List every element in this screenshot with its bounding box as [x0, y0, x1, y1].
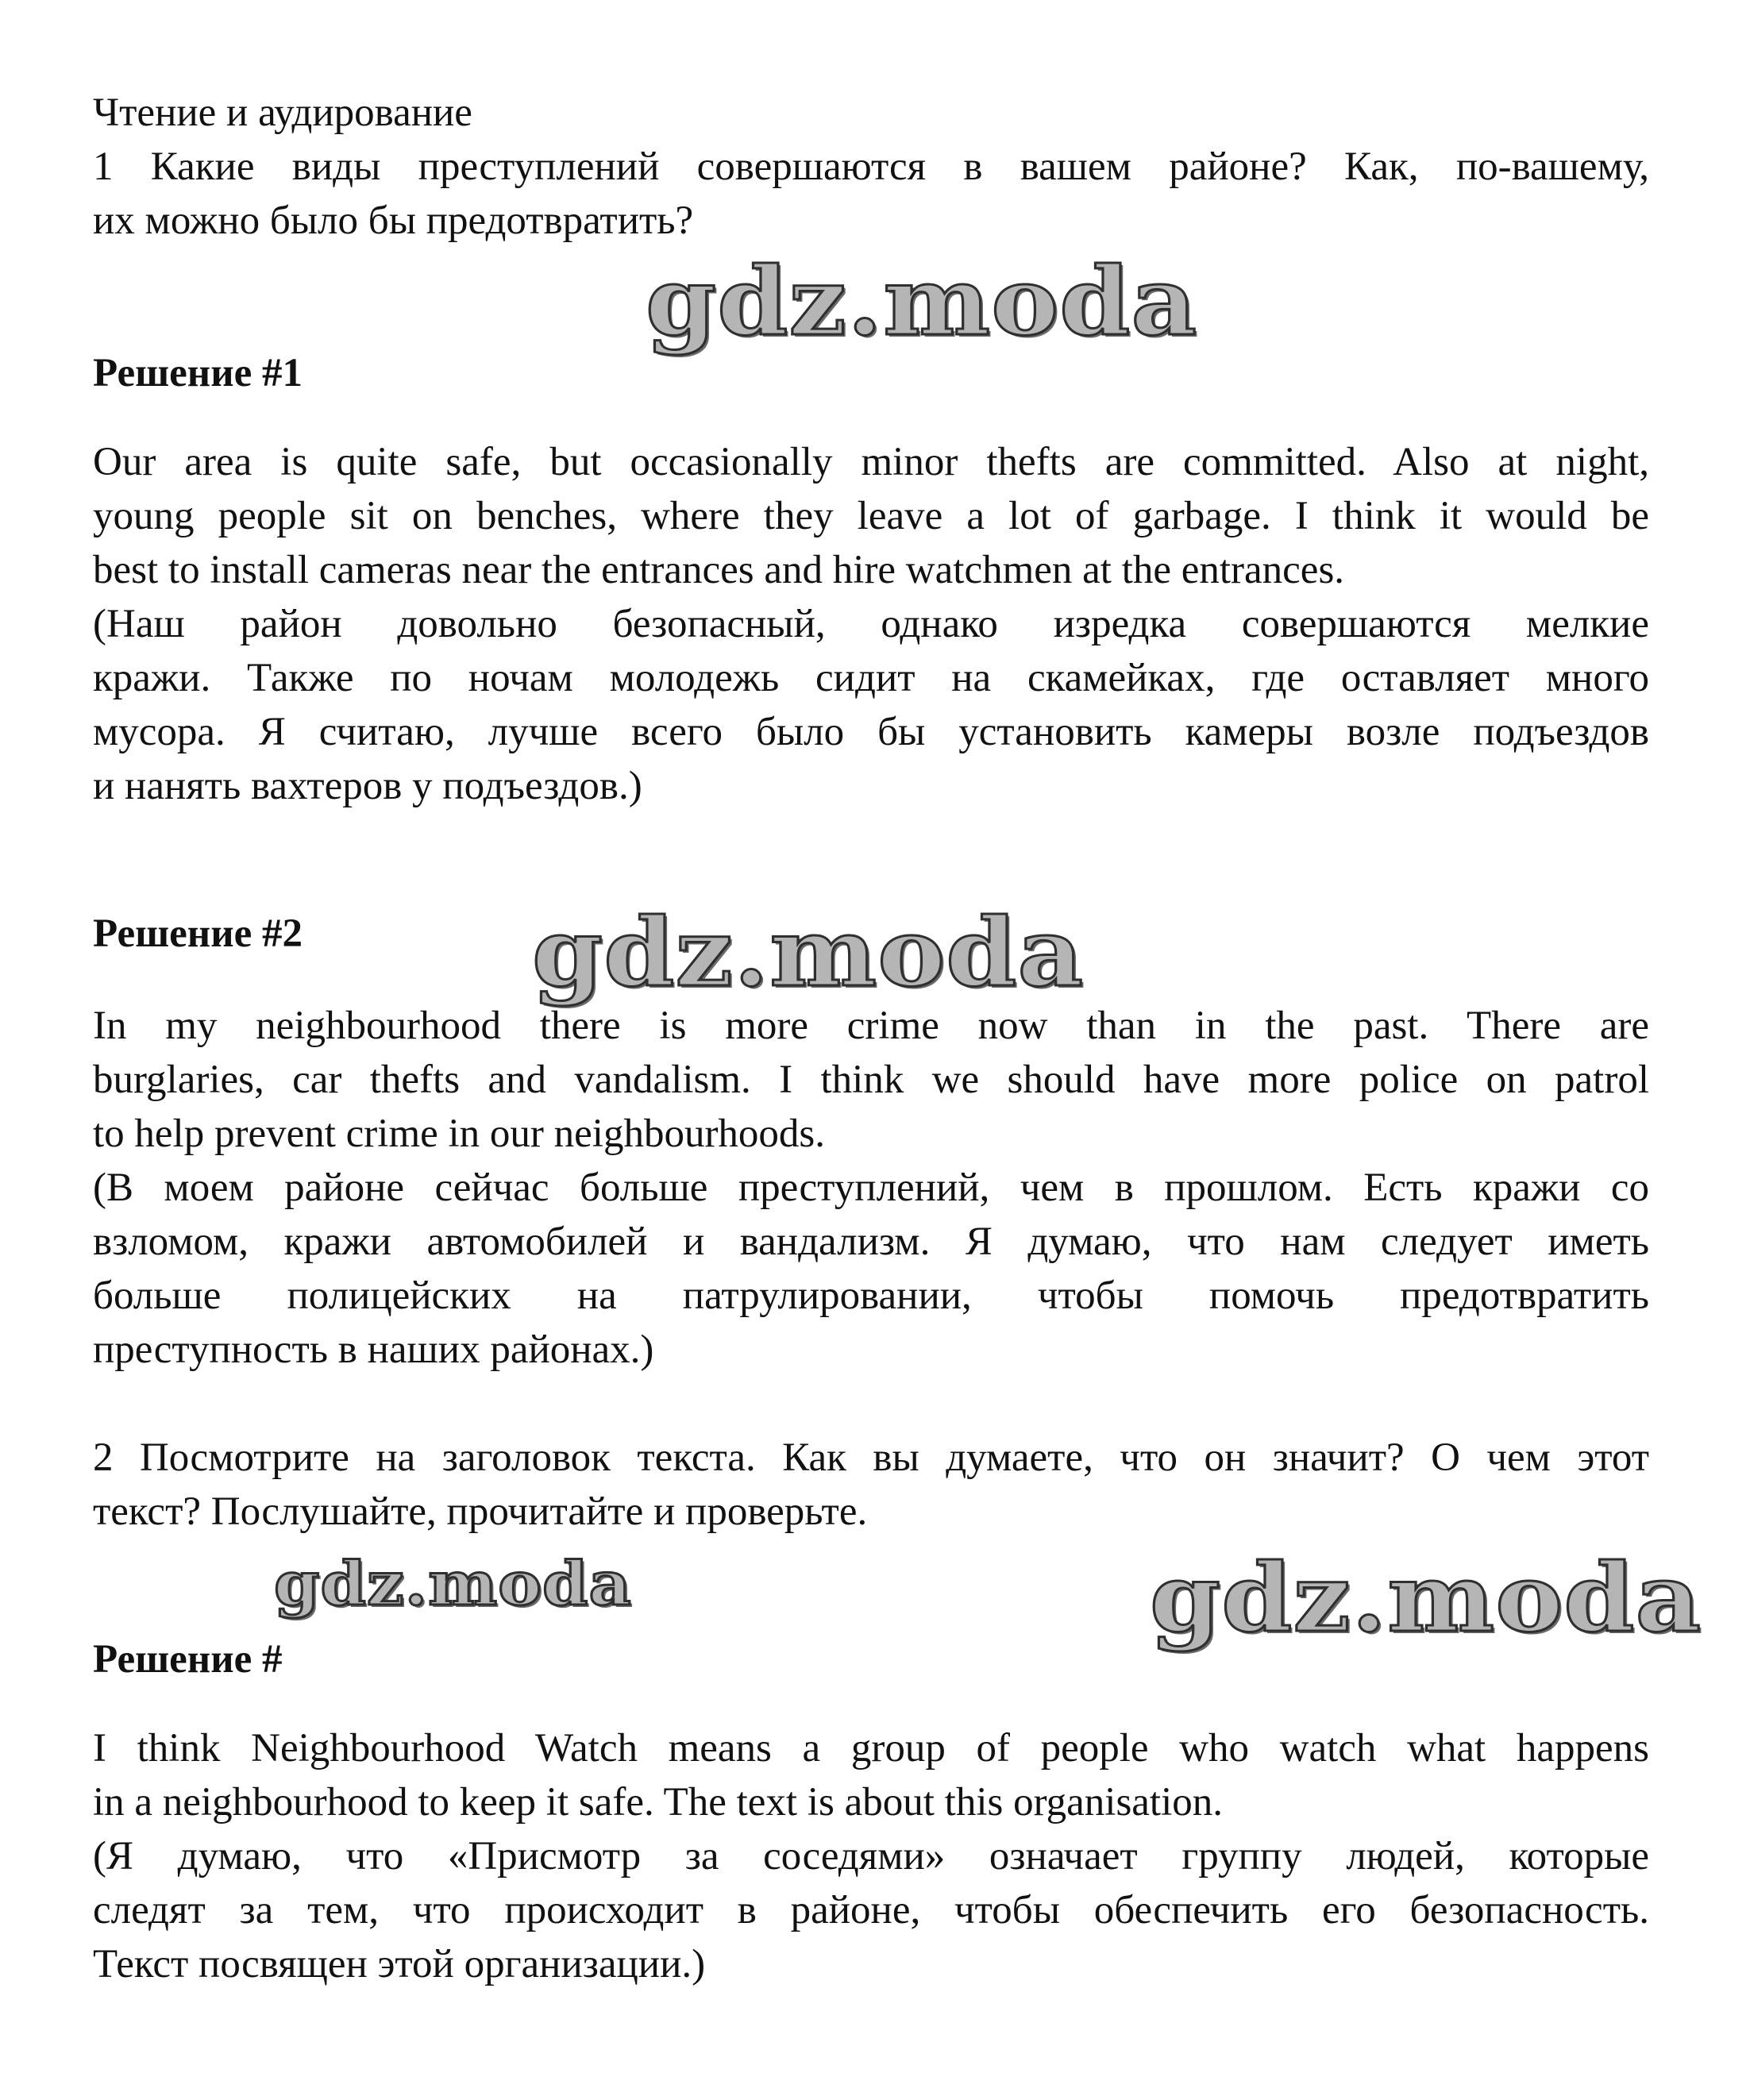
solution2-russian-line-3: больше полицейских на патрулировании, чтобы помочь предотвратить: [93, 1273, 1649, 1318]
solution2-english-line-3: to help prevent crime in our neighbourhoods.: [93, 1112, 826, 1156]
task2-line-2: текст? Послушайте, прочитайте и проверьте.: [93, 1489, 868, 1534]
solution1-heading: Решение #1: [93, 351, 303, 395]
solution1-english-line-3: best to install cameras near the entrances and hire watchmen at the entrances.: [93, 548, 1345, 592]
solution2-russian-line-1: (В моем районе сейчас больше преступлений, чем в прошлом. Есть кражи со: [93, 1166, 1649, 1210]
solution1-english-line-2: young people sit on benches, where they leave a lot of garbage. I think it would be: [93, 494, 1649, 538]
solution2-english-line-2: burglaries, car thefts and vandalism. I think we should have more police on patrol: [93, 1058, 1649, 1102]
solution1-russian-line-3: мусора. Я считаю, лучше всего было бы установить камеры возле подъездов: [93, 710, 1649, 754]
solution1-russian-line-1: (Наш район довольно безопасный, однако изредка совершаются мелкие: [93, 602, 1649, 646]
solution2-russian-line-4: преступность в наших районах.): [93, 1327, 654, 1372]
solution3-russian-line-3: Текст посвящен этой организации.): [93, 1942, 706, 1986]
section-title: Чтение и аудирование: [93, 91, 472, 135]
watermark-logo: gdz.moda: [274, 1548, 632, 1619]
watermark-logo: gdz.moda: [532, 897, 1085, 1008]
solution1-russian-line-2: кражи. Также по ночам молодежь сидит на скамейках, где оставляет много: [93, 656, 1649, 700]
task2-line-1: 2 Посмотрите на заголовок текста. Как вы думаете, что он значит? О чем этот: [93, 1435, 1649, 1480]
solution2-english-line-1: In my neighbourhood there is more crime now than in the past. There are: [93, 1004, 1649, 1048]
watermark-logo: gdz.moda: [646, 246, 1198, 356]
solution3-russian-line-2: следят за тем, что происходит в районе, чтобы обеспечить его безопасность.: [93, 1888, 1649, 1932]
solution3-english-line-1: I think Neighbourhood Watch means a group of people who watch what happens: [93, 1726, 1649, 1771]
solution2-heading: Решение #2: [93, 911, 303, 956]
solution3-russian-line-1: (Я думаю, что «Присмотр за соседями» означает группу людей, которые: [93, 1834, 1649, 1878]
solution1-russian-line-4: и нанять вахтеров у подъездов.): [93, 764, 642, 808]
solution3-heading: Решение #: [93, 1637, 283, 1682]
solution3-english-line-2: in a neighbourhood to keep it safe. The text is about this organisation.: [93, 1780, 1224, 1824]
task1-line-2: их можно было бы предотвратить?: [93, 198, 694, 243]
watermark-logo: gdz.moda: [1150, 1543, 1702, 1653]
solution2-russian-line-2: взломом, кражи автомобилей и вандализм. Я думаю, что нам следует иметь: [93, 1220, 1649, 1264]
solution1-english-line-1: Our area is quite safe, but occasionally minor thefts are committed. Also at night,: [93, 440, 1649, 484]
task1-line-1: 1 Какие виды преступлений совершаются в вашем районе? Как, по-вашему,: [93, 144, 1649, 189]
